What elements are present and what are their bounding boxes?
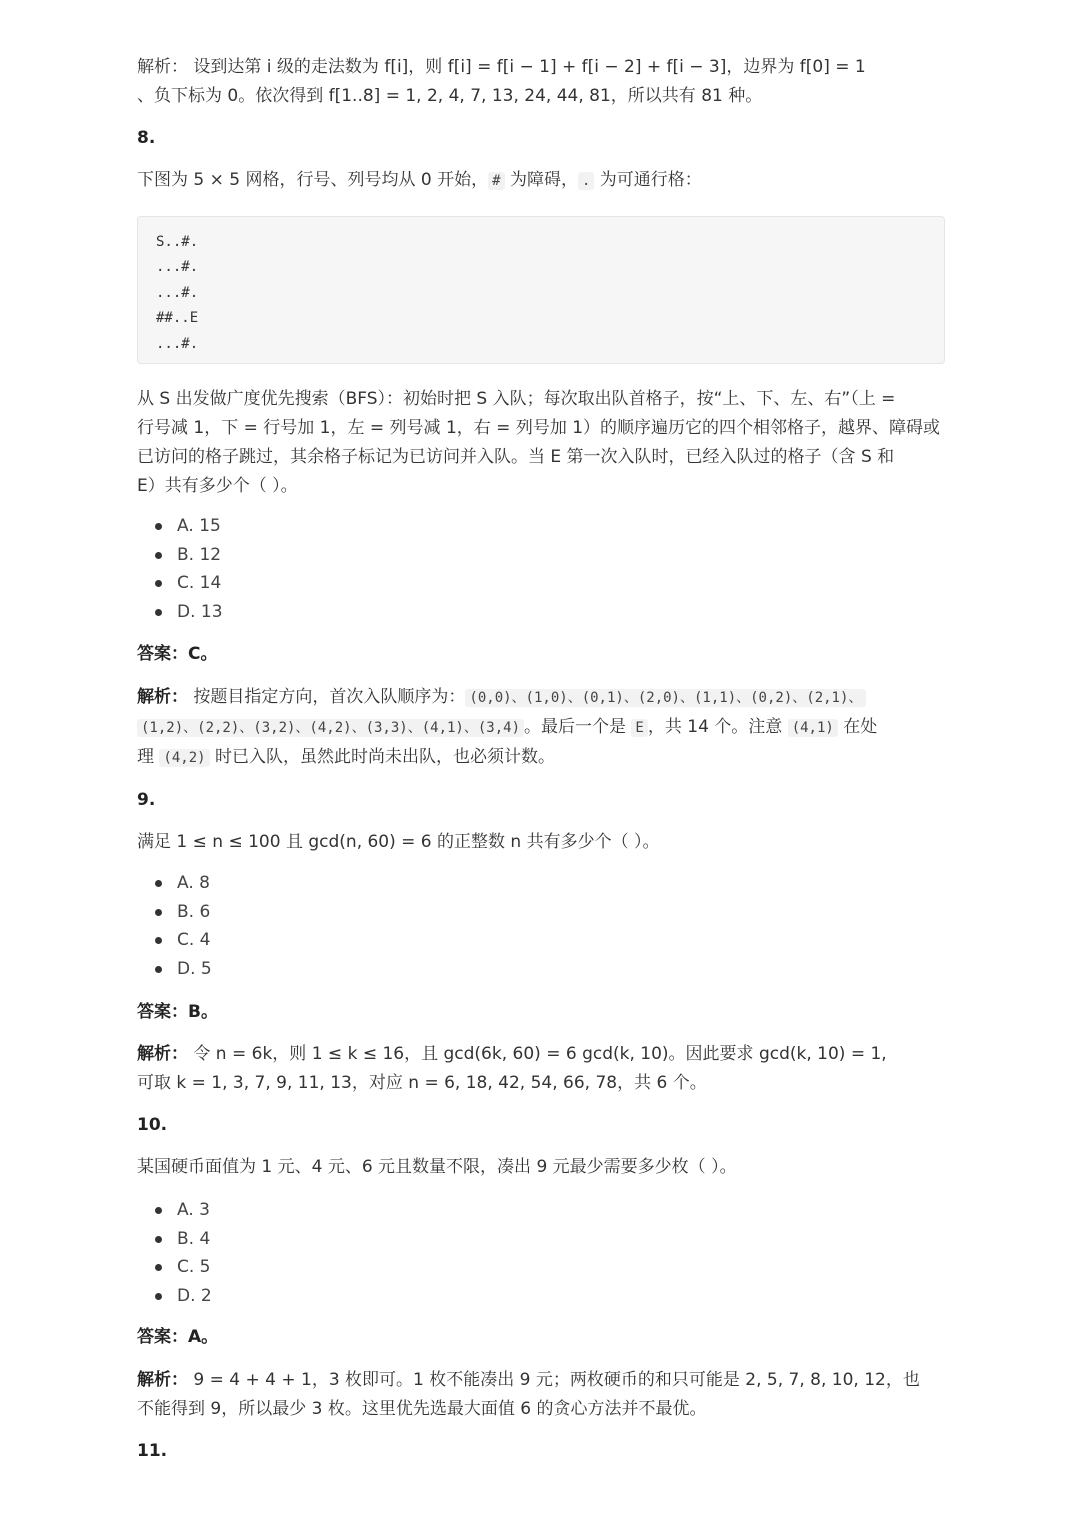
option-d: D. 5 <box>137 955 212 984</box>
q7-analysis-line-1: 解析： 设到达第 i 级的走法数为 f[i]，则 f[i] = f[i − 1] + f[i − 2] + f[i − 3]，边界为 f[0] = 1 <box>137 57 866 77</box>
question-9-stem: 满足 1 ≤ n ≤ 100 且 gcd(n, 60) = 6 的正整数 n 共有多少个（ ）。 <box>137 832 660 852</box>
question-8-number: 8. <box>137 128 156 148</box>
q7-analysis-line-2: 、负下标为 0。依次得到 f[1..8] = 1, 2, 4, 7, 13, 24, 44, 81，所以共有 81 种。 <box>137 86 763 106</box>
question-8-analysis-line-2: (1,2)、(2,2)、(3,2)、(4,2)、(3,3)、(4,1)、(3,4) 。最后一个是 E ，共 14 个。注意 (4,1) 在处 <box>137 713 877 743</box>
option-c: C. 4 <box>137 926 212 955</box>
option-a: A. 8 <box>137 869 212 898</box>
question-10-options <box>137 1196 212 1310</box>
option-b: B. 6 <box>137 898 212 927</box>
question-8-stem: 下图为 5 × 5 网格，行号、列号均从 0 开始， # 为障碍， . 为可通行格： <box>137 170 702 190</box>
option-a: A. 3 <box>137 1196 212 1225</box>
question-11-number: 11. <box>137 1441 168 1461</box>
question-10-answer: 答案：A。 <box>137 1327 219 1347</box>
question-8-para-3: 已访问的格子跳过，其余格子标记为已访问并入队。当 E 第一次入队时，已经入队过的格子（含 S 和 <box>137 447 895 467</box>
question-9-answer: 答案：B。 <box>137 1002 218 1022</box>
option-b: B. 12 <box>137 541 223 570</box>
grid-text: S..#. ...#. ...#. ##..E ...#. <box>156 234 199 352</box>
question-8-options <box>137 512 223 626</box>
grid-code-block <box>137 216 945 364</box>
option-a: A. 15 <box>137 512 223 541</box>
question-9-analysis-line-2: 可取 k = 1, 3, 7, 9, 11, 13，对应 n = 6, 18, 42, 54, 66, 78，共 6 个。 <box>137 1073 707 1093</box>
question-9-options <box>137 869 212 983</box>
question-9-analysis-line-1: 解析： 令 n = 6k，则 1 ≤ k ≤ 16，且 gcd(6k, 60) = 6 gcd(k, 10)。因此要求 gcd(k, 10) = 1, <box>137 1044 887 1064</box>
question-10-analysis-line-1: 解析： 9 = 4 + 4 + 1，3 枚即可。1 枚不能凑出 9 元；两枚硬币的和只可能是 2, 5, 7, 8, 10, 12，也 <box>137 1370 920 1390</box>
question-8-analysis-line-1: 解析： 按题目指定方向，首次入队顺序为： (0,0)、(1,0)、(0,1)、(2,0)、(1,1)、(0,2)、(2,1)、 <box>137 683 866 713</box>
option-b: B. 4 <box>137 1225 212 1254</box>
question-10-stem: 某国硬币面值为 1 元、4 元、6 元且数量不限，凑出 9 元最少需要多少枚（ ）。 <box>137 1157 737 1177</box>
question-8-para-1: 从 S 出发做广度优先搜索（BFS）：初始时把 S 入队；每次取出队首格子，按“上、下、左、右”（上 = <box>137 389 896 409</box>
question-8-para-2: 行号减 1，下 = 行号加 1，左 = 列号减 1，右 = 列号加 1）的顺序遍历它的四个相邻格子，越界、障碍或 <box>137 418 941 438</box>
question-10-analysis-line-2: 不能得到 9，所以最少 3 枚。这里优先选最大面值 6 的贪心方法并不最优。 <box>137 1399 707 1419</box>
passable-symbol: . <box>578 172 594 190</box>
question-9-number: 9. <box>137 790 156 810</box>
question-8-answer: 答案：C。 <box>137 644 218 664</box>
option-d: D. 2 <box>137 1282 212 1311</box>
question-8-para-4: E）共有多少个（ ）。 <box>137 476 298 496</box>
question-8-analysis-line-3: 理 (4,2) 时已入队，虽然此时尚未出队，也必须计数。 <box>137 747 555 767</box>
obstacle-symbol: # <box>488 172 504 190</box>
option-d: D. 13 <box>137 598 223 627</box>
option-c: C. 5 <box>137 1253 212 1282</box>
question-10-number: 10. <box>137 1115 168 1135</box>
option-c: C. 14 <box>137 569 223 598</box>
